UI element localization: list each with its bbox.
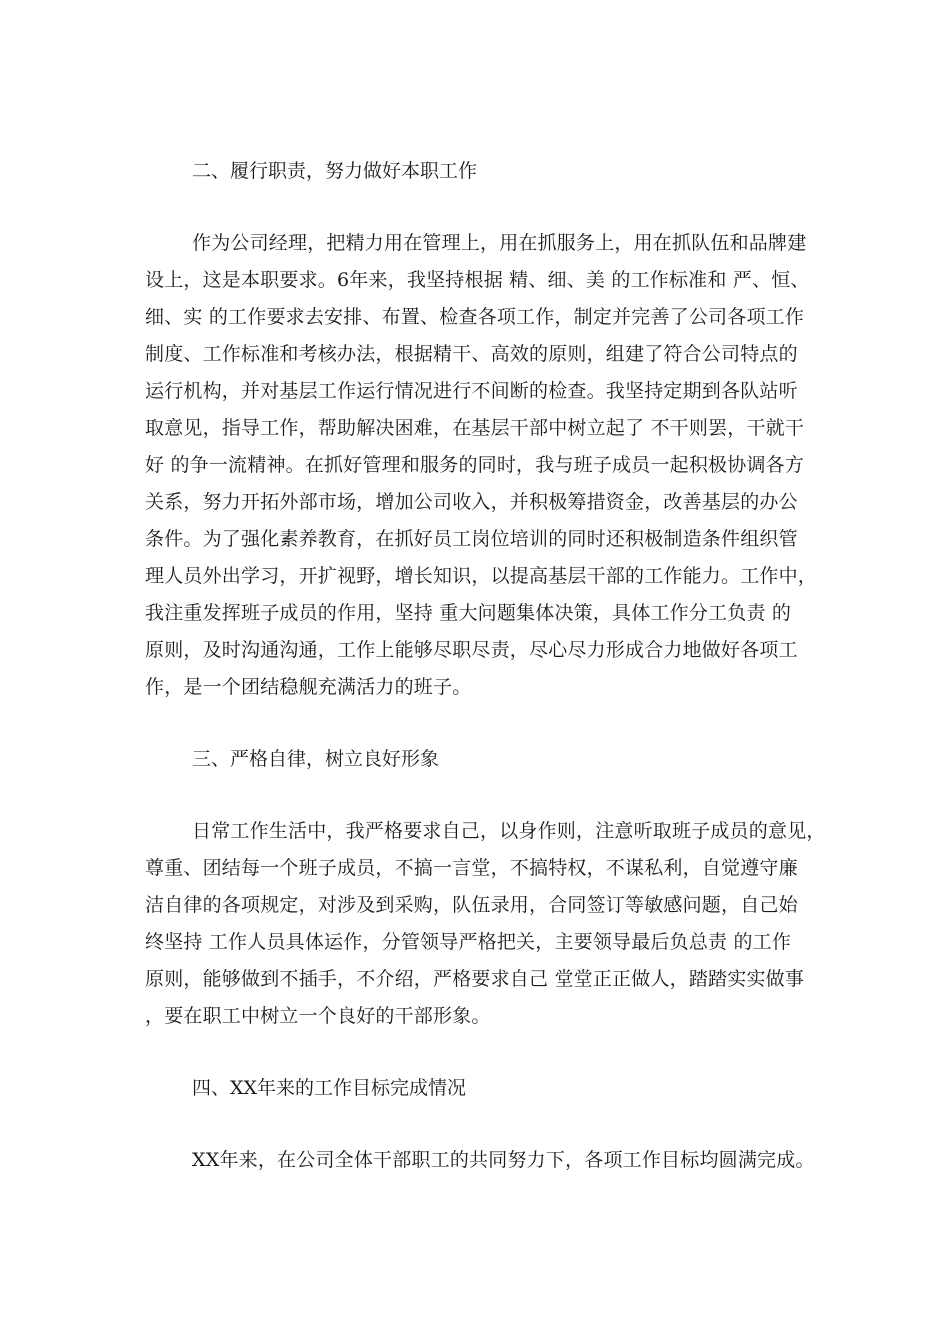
section-heading-4: 四、XX年来的工作目标完成情况 bbox=[192, 1077, 467, 1099]
paragraph-line: 日常工作生活中，我严格要求自己，以身作则，注意听取班子成员的意见， bbox=[192, 820, 826, 842]
section-heading-3: 三、严格自律，树立良好形象 bbox=[192, 748, 440, 770]
paragraph-line: 尊重、团结每一个班子成员，不搞一言堂，不搞特权，不谋私利，自觉遵守廉 bbox=[145, 857, 798, 879]
paragraph-line: ，要在职工中树立一个良好的干部形象。 bbox=[145, 1005, 491, 1027]
paragraph-line: 终坚持 工作人员具体运作，分管领导严格把关，主要领导最后负总责 的工作 bbox=[145, 931, 792, 953]
paragraph-line: 作，是一个团结稳舰充满活力的班子。 bbox=[145, 676, 472, 698]
paragraph-line: 洁自律的各项规定，对涉及到采购，队伍录用，合同签订等敏感问题，自己始 bbox=[145, 894, 798, 916]
paragraph-line: 理人员外出学习，开扩视野，增长知识，以提高基层干部的工作能力。工作中， bbox=[145, 565, 818, 587]
paragraph-line: 关系，努力开拓外部市场，增加公司收入，并积极筹措资金，改善基层的办公 bbox=[145, 491, 798, 513]
paragraph-line: 细、实 的工作要求去安排、布置、检查各项工作，制定并完善了公司各项工作 bbox=[145, 306, 805, 328]
paragraph-line: 取意见，指导工作，帮助解决困难，在基层干部中树立起了 不干则罢，干就干 bbox=[145, 417, 805, 439]
paragraph-line: 作为公司经理，把精力用在管理上，用在抓服务上，用在抓队伍和品牌建 bbox=[192, 232, 807, 254]
paragraph-line: 条件。为了强化素养教育，在抓好员工岗位培训的同时还积极制造条件组织管 bbox=[145, 528, 798, 550]
paragraph-line: 制度、工作标准和考核办法，根据精干、高效的原则，组建了符合公司特点的 bbox=[145, 343, 798, 365]
paragraph-line: 原则，及时沟通沟通，工作上能够尽职尽责，尽心尽力形成合力地做好各项工 bbox=[145, 639, 798, 661]
paragraph-line: 原则，能够做到不插手，不介绍，严格要求自己 堂堂正正做人，踏踏实实做事 bbox=[145, 968, 805, 990]
paragraph-line: 我注重发挥班子成员的作用，坚持 重大问题集体决策，具体工作分工负责 的 bbox=[145, 602, 792, 624]
paragraph-line: 运行机构，并对基层工作运行情况进行不间断的检查。我坚持定期到各队站听 bbox=[145, 380, 798, 402]
paragraph-line: 设上，这是本职要求。6年来，我坚持根据 精、细、美 的工作标准和 严、恒、 bbox=[145, 269, 810, 291]
paragraph-line: 好 的争一流精神。在抓好管理和服务的同时，我与班子成员一起积极协调各方 bbox=[145, 454, 805, 476]
section-heading-2: 二、履行职责，努力做好本职工作 bbox=[192, 160, 478, 182]
paragraph-line: XX年来，在公司全体干部职工的共同努力下，各项工作目标均圆满完成。 bbox=[192, 1149, 815, 1171]
